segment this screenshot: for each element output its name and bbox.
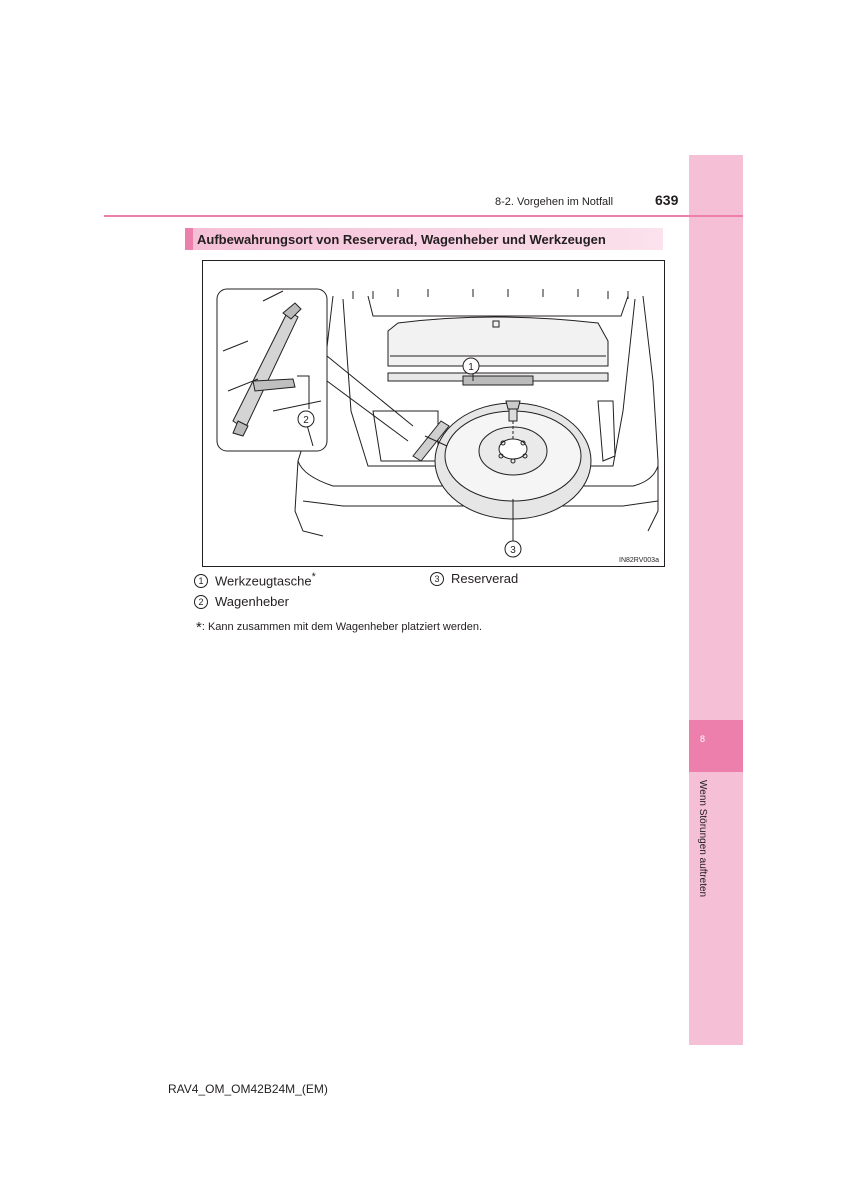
legend-label: Werkzeugtasche (215, 573, 312, 589)
legend-label: Wagenheber (215, 594, 289, 609)
section-heading (185, 228, 663, 250)
footnote-text: : Kann zusammen mit dem Wagenheber platziert werden. (201, 621, 483, 633)
luggage-compartment-figure (202, 260, 665, 567)
legend-number: 3 (430, 572, 444, 586)
legend-number: 1 (194, 574, 208, 588)
footnote (196, 617, 482, 634)
legend-number: 2 (194, 595, 208, 609)
footer-code: RAV4_OM_OM42B24M_(EM) (168, 1082, 328, 1096)
legend-item-1 (194, 571, 316, 588)
header-rule (104, 215, 743, 217)
header-section: 8-2. Vorgehen im Notfall (495, 196, 614, 208)
callout-1: 1 (468, 362, 474, 373)
chapter-number: 8 (700, 734, 706, 744)
callout-3: 3 (510, 545, 516, 556)
legend-marker: * (311, 571, 316, 583)
chapter-tab-active[interactable] (689, 720, 743, 772)
legend-item-3 (430, 571, 518, 586)
callout-2: 2 (303, 415, 309, 426)
figure-code: IN82RV003a (619, 557, 659, 564)
legend-item-2 (194, 594, 289, 609)
section-heading-text: Aufbewahrungsort von Reserverad, Wagenheber und Werkzeugen (197, 232, 606, 247)
chapter-title: Wenn Störungen auftreten (697, 780, 708, 898)
footnote-marker: * (196, 619, 202, 636)
heading-accent-bar (185, 228, 193, 250)
page-number: 639 (655, 192, 679, 208)
legend-label: Reserverad (451, 571, 519, 586)
side-tab (689, 155, 743, 1045)
trunk-illustration (203, 261, 666, 568)
